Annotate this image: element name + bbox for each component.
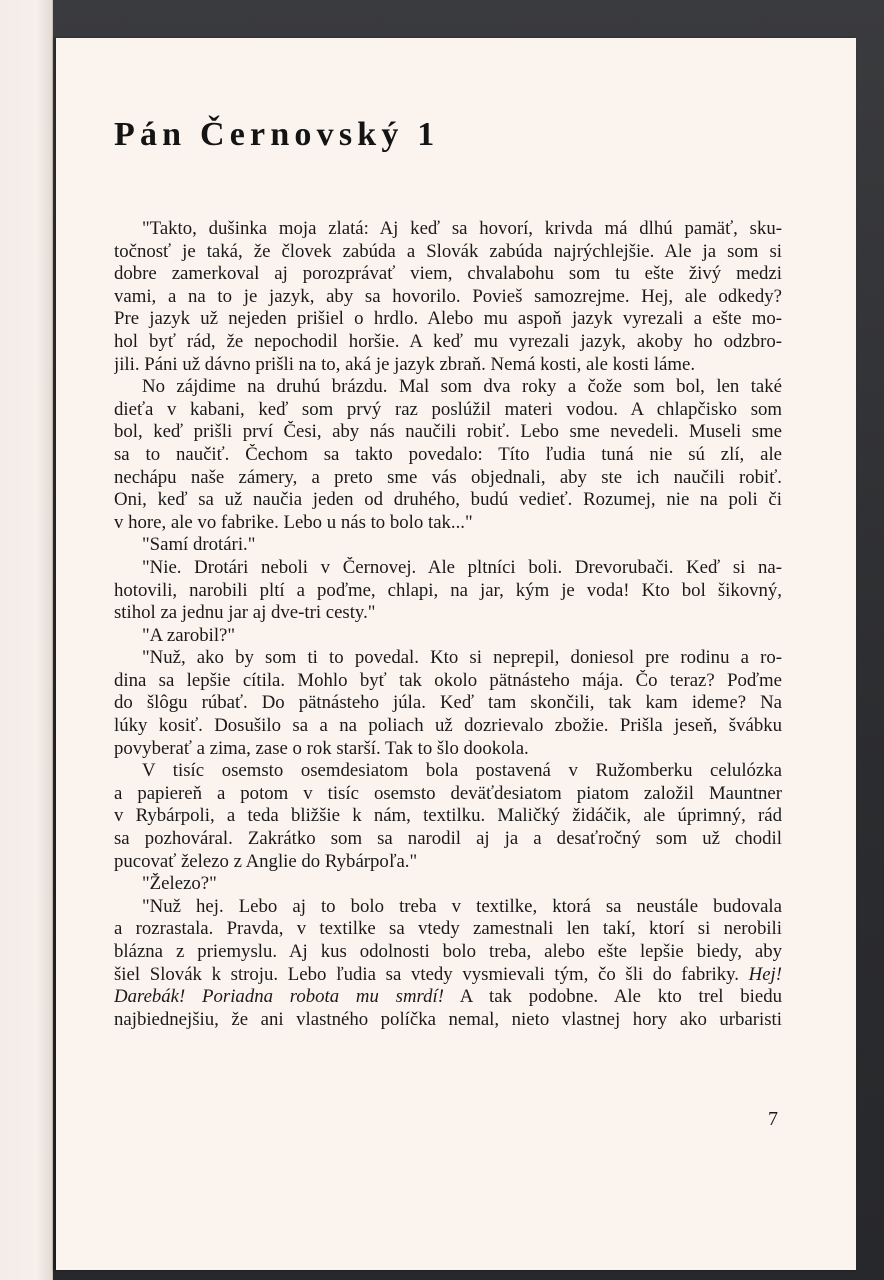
text-line: sa to naučiť. Čechom sa takto povedalo: Títo ľudia tuná nie sú zlí, ale [114,443,782,465]
page-number: 7 [768,1108,778,1130]
text-line: hol byť rád, že nepochodil horšie. A keď mu vyrezali jazyk, akoby ho odzbro- [114,330,782,352]
text-line: dobre zamerkoval aj porozprávať viem, chvalabohu som tu ešte živý medzi [114,263,782,285]
text-line: blázna z priemyslu. Aj kus odolnosti bolo treba, alebo ešte lepšie biedy, aby [114,941,782,962]
book-page [56,38,856,1270]
text-line: V tisíc osemsto osemdesiatom bola postavená v Ružomberku celulózka [142,760,782,782]
text-line: točnosť je taká, že človek zabúda a Slovák zabúda najrýchlejšie. Ale ja som si [114,240,782,262]
text-line: "Samí drotári." [142,534,256,556]
body-text [114,218,782,1031]
text-line: Darebák! Poriadna robota mu smrdí! A tak podobne. Ale kto trel biedu [114,986,782,1008]
text-line: hotovili, narobili pltí a poďme, chlapi, na jar, kým je voda! Kto bol šikovný, [114,579,782,601]
text-line: šiel Slovák k stroju. Lebo ľudia sa vtedy vysmievali tým, čo šli do fabriky. Hej! [114,963,782,985]
italic-text: Hej! [748,963,782,985]
text-line: "Takto, dušinka moja zlatá: Aj keď sa hovorí, krivda má dlhú pamäť, sku- [142,218,782,239]
text-line: do šlôgu rúbať. Do pätnásteho júla. Keď tam skončili, tak kam ideme? Na [114,692,782,714]
text-line: jili. Páni už dávno prišli na to, aká je jazyk zbraň. Nemá kosti, ale kosti láme. [114,353,696,375]
text-line: "Železo?" [142,873,217,895]
text-line: Oni, keď sa už naučia jeden od druhého, budú vedieť. Rozumej, nie na poli či [114,489,782,511]
text-line: a rozrastala. Pravda, v textilke sa vtedy zamestnali len takí, ktorí si nerobili [114,918,782,940]
text-line: dina sa lepšie cítila. Mohlo byť tak okolo pätnásteho mája. Čo teraz? Poďme [114,669,782,691]
text-line: a papiereň a potom v tisíc osemsto deväťdesiatom piatom založil Mauntner [114,782,782,804]
text-line: povyberať a zima, zase o rok starší. Tak to šlo dookola. [114,737,529,759]
text-line: nechápu naše zámery, a preto sme vás objednali, aby ste ich naučili robiť. [114,466,782,488]
text-line: "Nuž hej. Lebo aj to bolo treba v textilke, ktorá sa neustále budovala [142,895,782,917]
chapter-title: Pán Černovský 1 [114,116,440,153]
text-line: dieťa v kabani, keď som prvý raz poslúžil materi vodou. A chlapčisko som [114,398,782,420]
previous-page-edge [0,0,53,1280]
text-line: pucovať železo z Anglie do Rybárpoľa." [114,850,418,872]
text-line: v hore, ale vo fabrike. Lebo u nás to bolo tak..." [114,511,473,533]
text-line: "Nuž, ako by som ti to povedal. Kto si neprepil, doniesol pre rodinu a ro- [142,647,782,669]
text-line: No zájdime na druhú brázdu. Mal som dva roky a čože som bol, len také [142,376,782,398]
text-line: Pre jazyk už nejeden prišiel o hrdlo. Alebo mu aspoň jazyk vyrezali a ešte mo- [114,308,782,330]
text-line: sa pozhováral. Zakrátko som sa narodil aj ja a desaťročný som už chodil [114,828,782,850]
text-line: vami, a na to je jazyk, aby sa hovorilo. Povieš samozrejme. Hej, ale odkedy? [114,285,782,307]
text-line: v Rybárpoli, a teda bližšie k nám, textilku. Maličký židáčik, ale úprimný, rád [114,805,782,827]
italic-text: Darebák! Poriadna robota mu smrdí! [114,986,444,1008]
text-line: najbiednejšiu, že ani vlastného políčka nemal, nieto vlastnej hory ako urbaristi [114,1008,782,1030]
text-line: bol, keď prišli prví Česi, aby nás naučili robiť. Lebo sme nevedeli. Museli sme [114,421,782,443]
text-line: stihol za jednu jar aj dve-tri cesty." [114,602,376,624]
text-line: "A zarobil?" [142,624,236,646]
text-line: "Nie. Drotári neboli v Černovej. Ale pltníci boli. Drevorubači. Keď si na- [142,556,782,578]
text-line: lúky kosiť. Dosušilo sa a na poliach už dozrievalo zbožie. Prišla jeseň, švábku [114,715,782,737]
